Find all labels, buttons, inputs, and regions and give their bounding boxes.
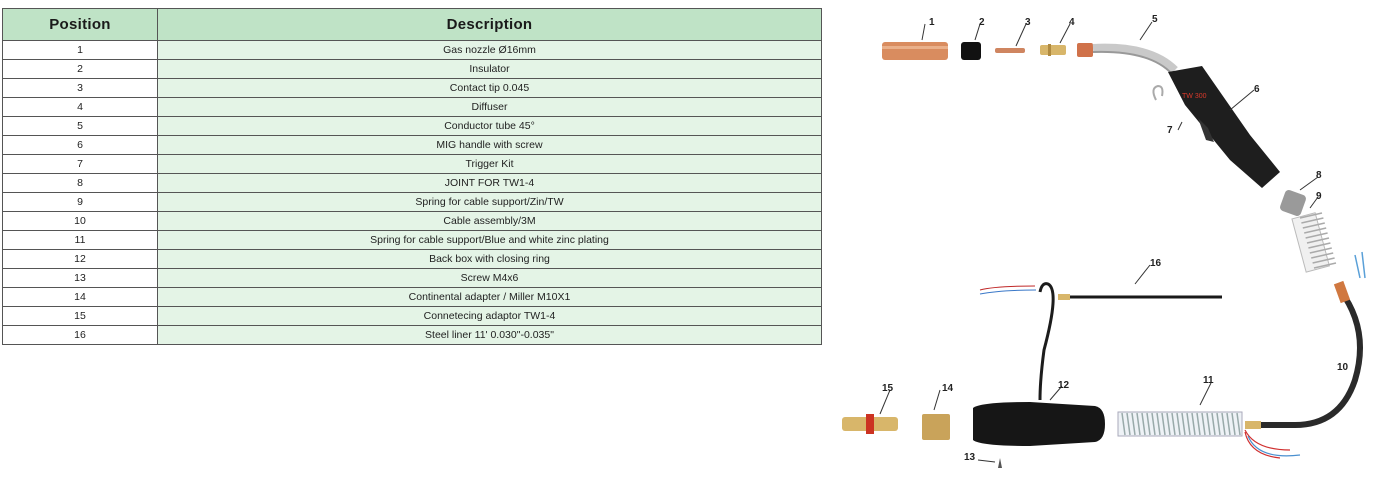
position-cell: 13 xyxy=(3,269,158,288)
position-cell: 14 xyxy=(3,288,158,307)
table-row xyxy=(3,288,822,307)
description-cell: Screw M4x6 xyxy=(158,269,822,288)
position-cell: 15 xyxy=(3,307,158,326)
handle-marking: TW 300 xyxy=(1182,93,1207,100)
description-cell: Connetecing adaptor TW1-4 xyxy=(158,307,822,326)
callout-10: 10 xyxy=(1337,362,1349,373)
connecting-adaptor-part xyxy=(842,414,898,434)
description-cell: Spring for cable support/Blue and white zinc plating xyxy=(158,231,822,250)
contact-tip-part xyxy=(995,48,1025,53)
description-cell: Continental adapter / Miller M10X1 xyxy=(158,288,822,307)
description-cell: Diffuser xyxy=(158,98,822,117)
callout-11: 11 xyxy=(1203,375,1214,386)
parts-table xyxy=(2,8,822,345)
position-cell: 4 xyxy=(3,98,158,117)
description-cell: MIG handle with screw xyxy=(158,136,822,155)
table-row xyxy=(3,79,822,98)
description-cell: Cable assembly/3M xyxy=(158,212,822,231)
callout-4: 4 xyxy=(1069,17,1075,28)
table-row xyxy=(3,174,822,193)
mig-handle-part xyxy=(1168,66,1280,188)
callout-1: 1 xyxy=(929,17,935,28)
callout-6: 6 xyxy=(1254,84,1260,95)
callout-9: 9 xyxy=(1316,191,1322,202)
table-row xyxy=(3,250,822,269)
position-header: Position xyxy=(3,9,158,41)
table-row xyxy=(3,117,822,136)
conductor-tube-part xyxy=(1077,43,1175,74)
callout-16: 16 xyxy=(1150,258,1162,269)
description-cell: Steel liner 11' 0.030"-0.035" xyxy=(158,326,822,345)
callout-2: 2 xyxy=(979,17,985,28)
callout-3: 3 xyxy=(1025,17,1031,28)
position-cell: 16 xyxy=(3,326,158,345)
description-cell: Contact tip 0.045 xyxy=(158,79,822,98)
position-cell: 7 xyxy=(3,155,158,174)
description-cell: Conductor tube 45° xyxy=(158,117,822,136)
position-cell: 11 xyxy=(3,231,158,250)
table-row xyxy=(3,155,822,174)
position-cell: 1 xyxy=(3,41,158,60)
description-cell: Back box with closing ring xyxy=(158,250,822,269)
callout-7: 7 xyxy=(1167,125,1173,136)
position-cell: 2 xyxy=(3,60,158,79)
callout-14: 14 xyxy=(942,383,954,394)
table-row xyxy=(3,41,822,60)
description-cell: Insulator xyxy=(158,60,822,79)
position-cell: 5 xyxy=(3,117,158,136)
table-row xyxy=(3,269,822,288)
table-row xyxy=(3,193,822,212)
gas-nozzle-part xyxy=(882,42,948,60)
table-row xyxy=(3,231,822,250)
callout-13: 13 xyxy=(964,452,976,463)
torch-exploded-diagram xyxy=(830,0,1387,478)
screw-part xyxy=(998,458,1002,468)
steel-liner-part xyxy=(1058,294,1222,300)
back-box-part xyxy=(973,284,1105,446)
callout-12: 12 xyxy=(1058,380,1070,391)
description-cell: Spring for cable support/Zin/TW xyxy=(158,193,822,212)
description-cell: JOINT FOR TW1-4 xyxy=(158,174,822,193)
position-cell: 8 xyxy=(3,174,158,193)
position-cell: 6 xyxy=(3,136,158,155)
description-header: Description xyxy=(158,9,822,41)
leader-lines xyxy=(880,22,1362,462)
callout-5: 5 xyxy=(1152,14,1158,25)
table-row xyxy=(3,212,822,231)
table-row xyxy=(3,136,822,155)
joint-part xyxy=(1279,189,1307,217)
callout-labels xyxy=(882,14,1349,463)
position-cell: 12 xyxy=(3,250,158,269)
position-cell: 9 xyxy=(3,193,158,212)
position-cell: 3 xyxy=(3,79,158,98)
callout-8: 8 xyxy=(1316,170,1322,181)
callout-15: 15 xyxy=(882,383,894,394)
table-header-row xyxy=(3,9,822,41)
table-row xyxy=(3,60,822,79)
position-cell: 10 xyxy=(3,212,158,231)
cable-assembly-part xyxy=(1245,252,1365,458)
diffuser-part xyxy=(1040,44,1066,56)
table-row xyxy=(3,307,822,326)
insulator-part xyxy=(961,42,981,60)
description-cell: Trigger Kit xyxy=(158,155,822,174)
table-row xyxy=(3,98,822,117)
description-cell: Gas nozzle Ø16mm xyxy=(158,41,822,60)
continental-adapter-part xyxy=(922,414,950,440)
table-row xyxy=(3,326,822,345)
